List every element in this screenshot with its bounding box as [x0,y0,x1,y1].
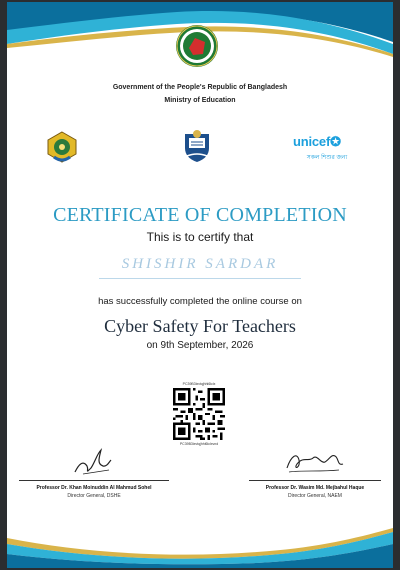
name-underline [99,278,301,279]
unicef-label: unicef [293,134,331,149]
signature-2-image [279,442,349,478]
certificate-page [7,2,393,568]
bottom-wave-decoration [7,508,393,568]
signature-1-image [69,444,117,478]
recipient-name: SHISHIR SARDAR [121,256,279,272]
dshe-emblem-icon [45,130,79,164]
signatory-1-name: Professor Dr. Khan Moinuddin Al Mahmud Sohel [36,485,152,491]
unicef-tagline: সকল শিশুর জন্য [306,155,348,161]
qr-block [167,382,231,446]
ministry-name: Ministry of Education [164,97,236,104]
government-name: Government of the People's Republic of Bangladesh [112,84,288,91]
course-title: Cyber Safety For Teachers [104,316,296,336]
signature-2-line [249,480,381,481]
signature-1-line [19,480,169,481]
signatory-1-role: Director General, DSHE [67,493,121,499]
qr-code-icon[interactable] [173,388,225,440]
unicef-globe-icon: ✪ [330,134,341,149]
completion-date: on 9th September, 2026 [146,340,254,351]
certificate-title: CERTIFICATE OF COMPLETION [53,204,347,226]
signatory-2-name: Professor Dr. Wasim Md. Mejbahul Haque [265,485,365,491]
signatory-2-role: Director General, NAEM [288,493,342,499]
completion-statement: has successfully completed the online course on [98,296,302,307]
bangladesh-seal-icon [175,24,219,68]
unicef-logo [293,134,357,150]
qr-code-bottom-text: PC39B3ixvtqjhhl6lclxvnd [179,442,219,446]
qr-code-top-text: PC39B3ixvtqjhhl6lclx [182,382,216,386]
certify-statement: This is to certify that [146,230,254,244]
naem-emblem-icon [179,128,215,164]
